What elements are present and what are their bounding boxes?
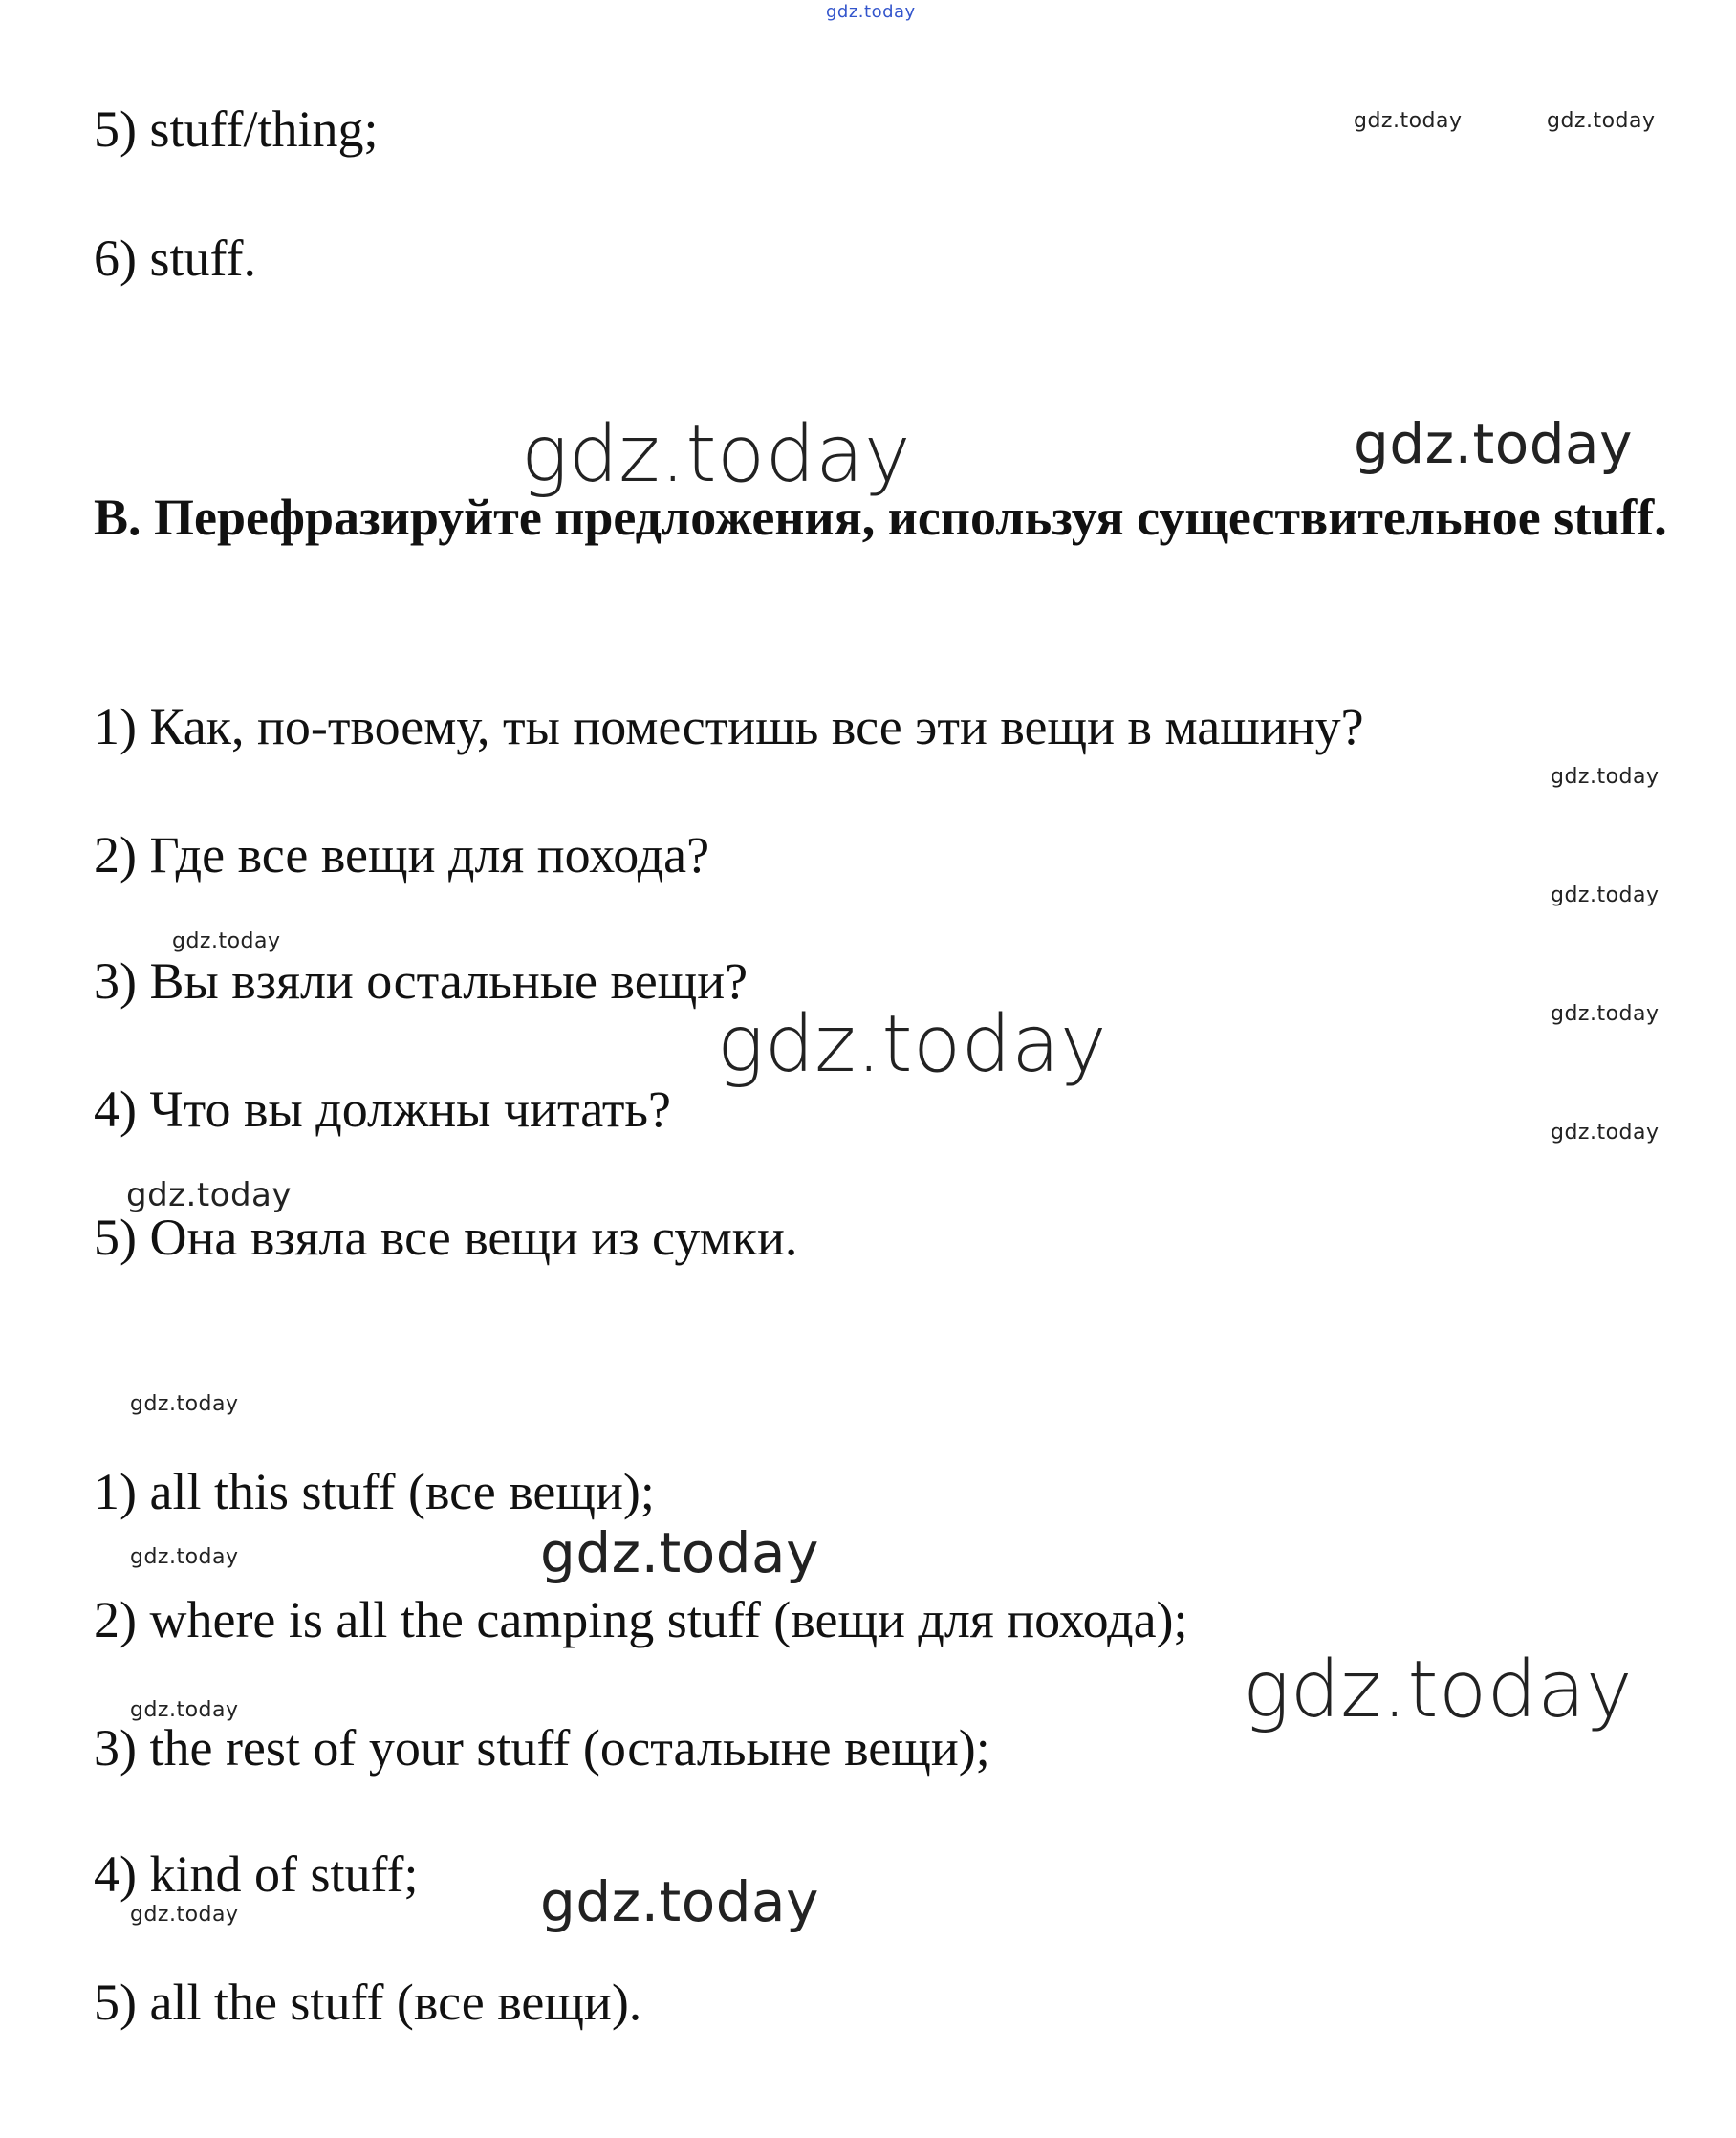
watermark-text: gdz.today [1551, 765, 1660, 789]
watermark-text: gdz.today [1551, 1002, 1660, 1026]
watermark-text: gdz.today [130, 1698, 239, 1722]
watermark-text: gdz.today [826, 2, 916, 22]
watermark-text: gdz.today [1354, 109, 1463, 133]
watermark-text: gdz.today [1243, 1645, 1634, 1735]
watermark-text: gdz.today [130, 1392, 239, 1416]
exercise-sentence: 5) Она взяла все вещи из сумки. [94, 1209, 798, 1266]
watermark-text: gdz.today [172, 929, 281, 953]
exercise-sentence: 1) Как, по-твоему, ты поместишь все эти вещи в машину? [94, 698, 1364, 755]
exercise-sentence: 2) Где все вещи для похода? [94, 826, 710, 884]
watermark-text: gdz.today [1354, 411, 1633, 476]
answer-line: 5) all the stuff (все вещи). [94, 1974, 642, 2031]
watermark-text: gdz.today [521, 409, 912, 500]
watermark-text: gdz.today [540, 1869, 819, 1934]
exercise-sentence: 3) Вы взяли остальные вещи? [94, 952, 749, 1010]
watermark-text: gdz.today [540, 1520, 819, 1585]
answer-line: 1) all this stuff (все вещи); [94, 1463, 655, 1520]
answer-line: 3) the rest of your stuff (остальыне вещи); [94, 1719, 990, 1777]
exercise-sentence: 4) Что вы должны читать? [94, 1080, 672, 1138]
watermark-text: gdz.today [1547, 109, 1656, 133]
watermark-text: gdz.today [1551, 1121, 1660, 1145]
answer-line: 5) stuff/thing; [94, 100, 379, 158]
answer-line: 2) where is all the camping stuff (вещи для похода); [94, 1591, 1188, 1648]
answer-line: 4) kind of stuff; [94, 1845, 419, 1903]
watermark-text: gdz.today [130, 1545, 239, 1569]
watermark-text: gdz.today [126, 1176, 292, 1214]
watermark-text: gdz.today [1551, 884, 1660, 907]
watermark-text: gdz.today [717, 999, 1108, 1090]
answer-line: 6) stuff. [94, 229, 256, 287]
watermark-text: gdz.today [130, 1903, 239, 1927]
exercise-heading: B. Перефразируйте предложения, используя существительное stuff. [94, 489, 1667, 546]
